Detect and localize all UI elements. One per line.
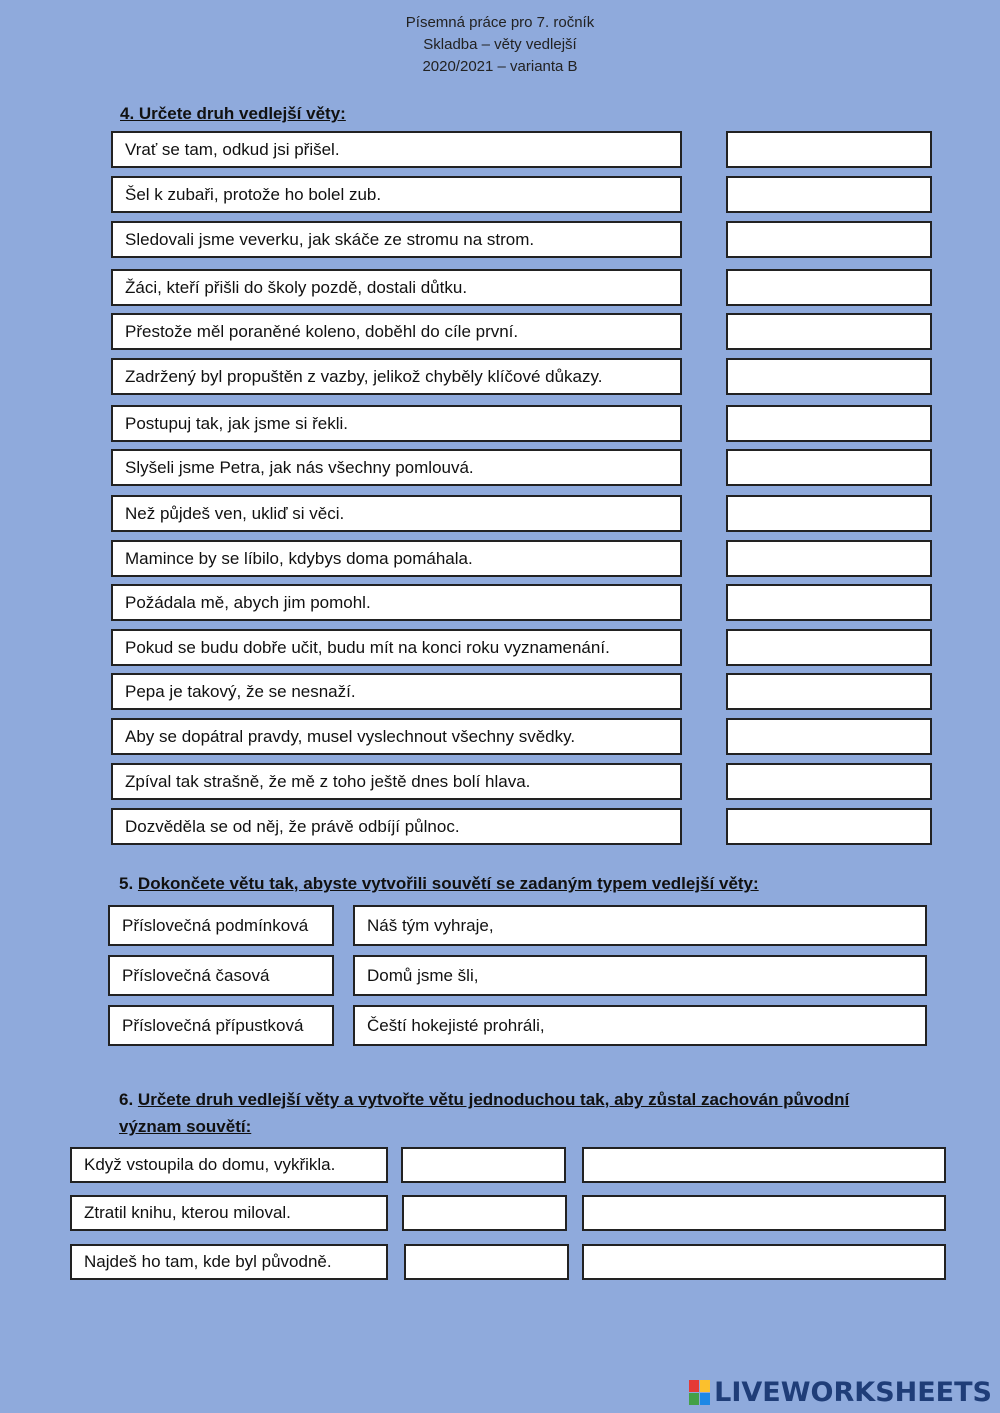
clause-type-answer-input[interactable]	[726, 808, 932, 845]
clause-type-answer-input[interactable]	[726, 495, 932, 532]
clause-type-answer-input[interactable]	[726, 313, 932, 350]
clause-type-answer-input[interactable]	[726, 221, 932, 258]
logo-square	[700, 1380, 710, 1392]
section-4-title: 4. Určete druh vedlejší věty:	[120, 104, 346, 123]
sentence-box: Sledovali jsme veverku, jak skáče ze stromu na strom.	[111, 221, 682, 258]
sentence-box: Než půjdeš ven, ukliď si věci.	[111, 495, 682, 532]
clause-type-answer-input[interactable]	[726, 673, 932, 710]
section-5-title	[119, 874, 759, 894]
clause-type-answer-input[interactable]	[726, 763, 932, 800]
sentence-box: Požádala mě, abych jim pomohl.	[111, 584, 682, 621]
clause-type-answer-input[interactable]	[726, 449, 932, 486]
section-6-text-line-1: Určete druh vedlejší věty a vytvořte větu jednoduchou tak, aby zůstal zachován původní	[137, 1090, 850, 1109]
clause-type-answer-input[interactable]	[726, 131, 932, 168]
sentence-box: Vrať se tam, odkud jsi přišel.	[111, 131, 682, 168]
section-6-title	[119, 1086, 849, 1140]
section-5-number: 5.	[119, 874, 134, 893]
section-5-text: Dokončete větu tak, abyste vytvořili souvětí se zadaným typem vedlejší věty:	[137, 874, 759, 893]
clause-type-box: Příslovečná přípustková	[108, 1005, 334, 1046]
clause-type-box: Příslovečná časová	[108, 955, 334, 996]
logo-mark-icon	[689, 1380, 710, 1405]
sentence-box: Slyšeli jsme Petra, jak nás všechny pomlouvá.	[111, 449, 682, 486]
clause-type-answer-input[interactable]	[726, 269, 932, 306]
header-line-2: Skladba – věty vedlejší	[423, 36, 577, 53]
clause-type-answer-input[interactable]	[726, 540, 932, 577]
clause-type-answer-input[interactable]	[404, 1244, 569, 1280]
clause-type-answer-input[interactable]	[726, 629, 932, 666]
clause-type-answer-input[interactable]	[726, 584, 932, 621]
clause-type-answer-input[interactable]	[726, 718, 932, 755]
worksheet-header	[0, 12, 1000, 78]
clause-type-box: Příslovečná podmínková	[108, 905, 334, 946]
section-6-number: 6.	[119, 1090, 134, 1109]
section-6-text-line-2: význam souvětí:	[119, 1117, 252, 1136]
sentence-box: Postupuj tak, jak jsme si řekli.	[111, 405, 682, 442]
sentence-box: Přestože měl poraněné koleno, doběhl do cíle první.	[111, 313, 682, 350]
clause-type-answer-input[interactable]	[402, 1195, 567, 1231]
sentence-start-field[interactable]: Náš tým vyhraje,	[353, 905, 927, 946]
compound-sentence-box: Ztratil knihu, kterou miloval.	[70, 1195, 388, 1231]
logo-square	[689, 1393, 699, 1405]
sentence-box: Zpíval tak strašně, že mě z toho ještě dnes bolí hlava.	[111, 763, 682, 800]
sentence-box: Pepa je takový, že se nesnaží.	[111, 673, 682, 710]
simple-sentence-answer-input[interactable]	[582, 1195, 946, 1231]
sentence-start-field[interactable]: Domů jsme šli,	[353, 955, 927, 996]
sentence-start-field[interactable]: Čeští hokejisté prohráli,	[353, 1005, 927, 1046]
liveworksheets-logo	[689, 1377, 992, 1407]
sentence-box: Mamince by se líbilo, kdybys doma pomáhala.	[111, 540, 682, 577]
compound-sentence-box: Když vstoupila do domu, vykřikla.	[70, 1147, 388, 1183]
logo-square	[689, 1380, 699, 1392]
clause-type-answer-input[interactable]	[401, 1147, 566, 1183]
logo-text: LIVEWORKSHEETS	[714, 1376, 992, 1408]
sentence-box: Šel k zubaři, protože ho bolel zub.	[111, 176, 682, 213]
header-line-1: Písemná práce pro 7. ročník	[405, 14, 595, 31]
logo-square	[700, 1393, 710, 1405]
sentence-box: Pokud se budu dobře učit, budu mít na konci roku vyznamenání.	[111, 629, 682, 666]
clause-type-answer-input[interactable]	[726, 405, 932, 442]
header-line-3: 2020/2021 – varianta B	[422, 58, 578, 75]
simple-sentence-answer-input[interactable]	[582, 1147, 946, 1183]
clause-type-answer-input[interactable]	[726, 176, 932, 213]
clause-type-answer-input[interactable]	[726, 358, 932, 395]
sentence-box: Aby se dopátral pravdy, musel vyslechnout všechny svědky.	[111, 718, 682, 755]
compound-sentence-box: Najdeš ho tam, kde byl původně.	[70, 1244, 388, 1280]
simple-sentence-answer-input[interactable]	[582, 1244, 946, 1280]
sentence-box: Zadržený byl propuštěn z vazby, jelikož chyběly klíčové důkazy.	[111, 358, 682, 395]
sentence-box: Dozvěděla se od něj, že právě odbíjí půlnoc.	[111, 808, 682, 845]
sentence-box: Žáci, kteří přišli do školy pozdě, dostali důtku.	[111, 269, 682, 306]
